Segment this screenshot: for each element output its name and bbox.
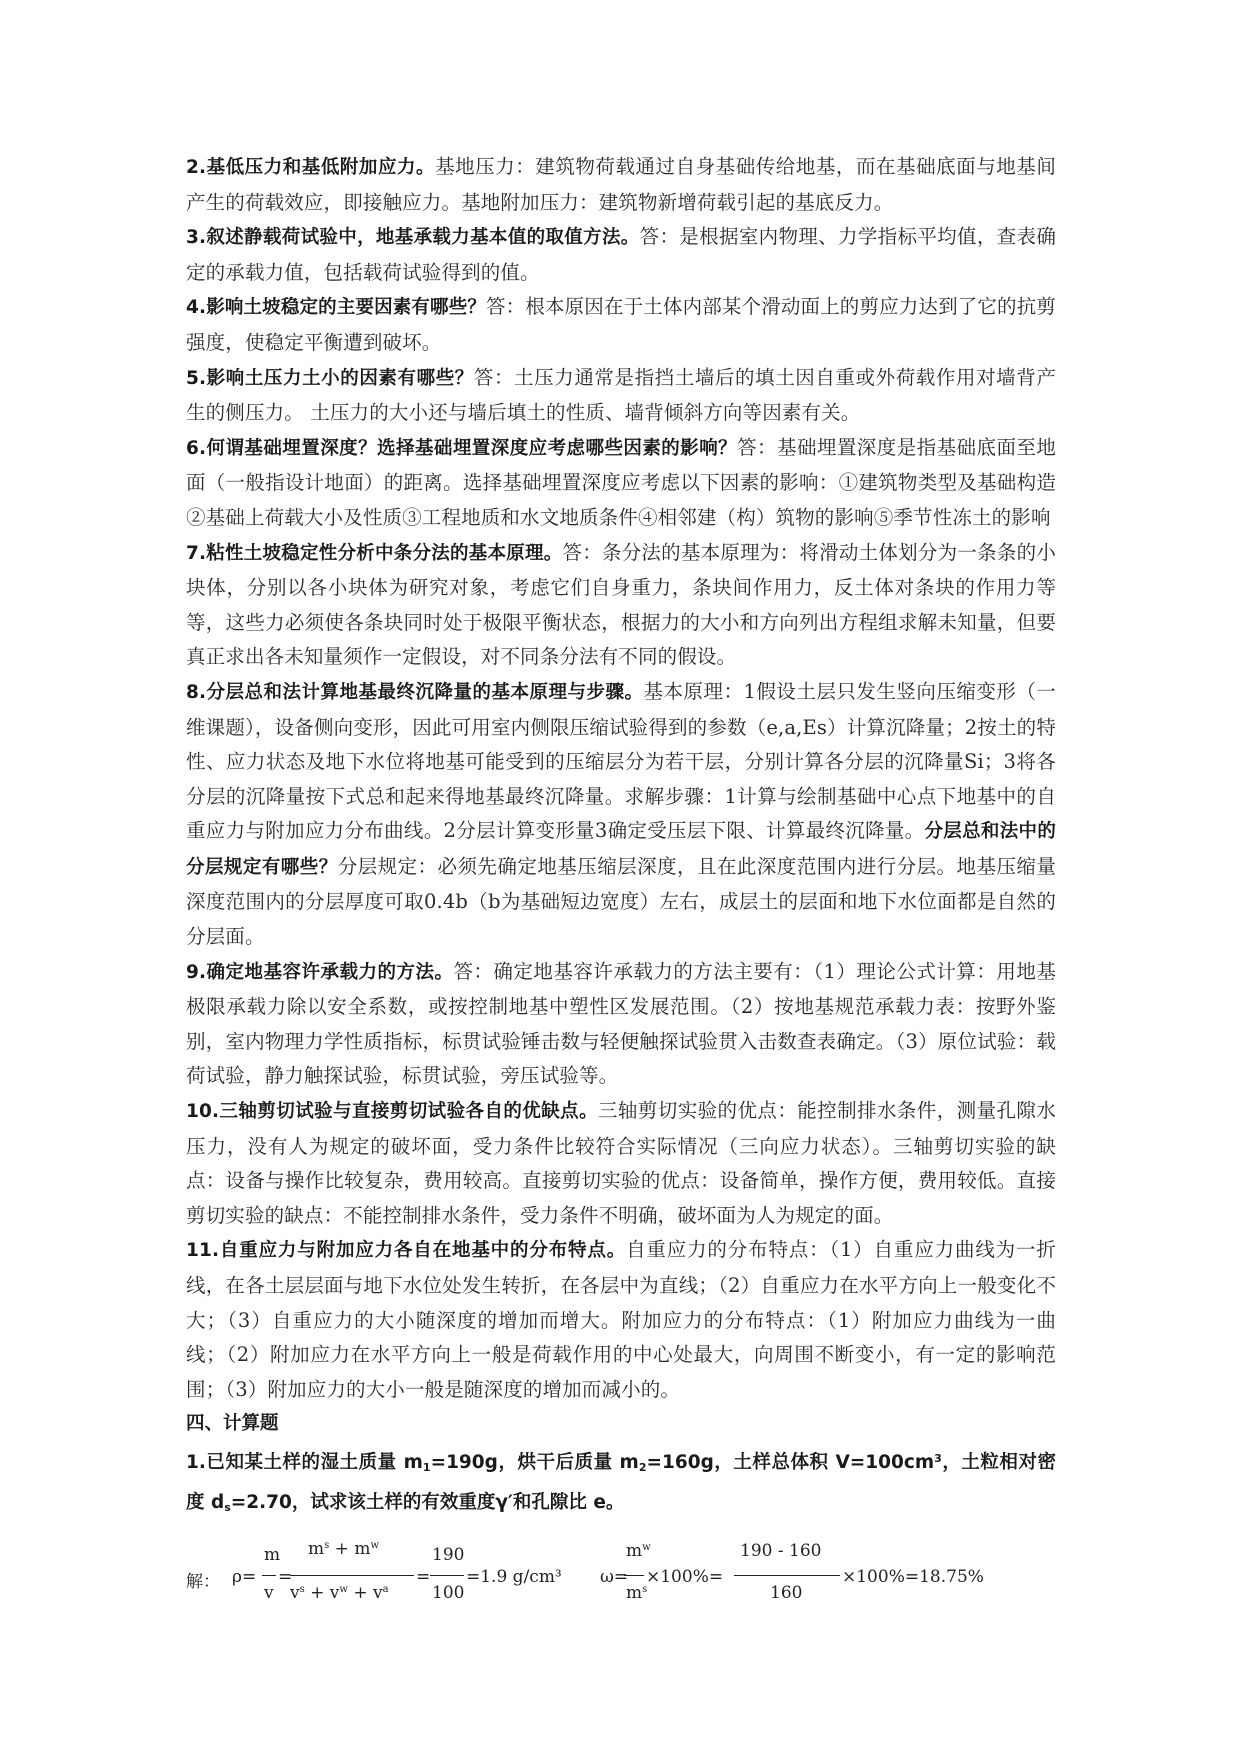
subscript: 1 [422,1460,431,1474]
sup-w: w [370,1539,379,1551]
qa-item-8 [186,675,1056,955]
numerator [308,1539,379,1559]
denominator [626,1583,647,1603]
den-v: v [290,1583,300,1604]
question: 7.粘性土坡稳定性分析中条分法的基本原理。 [186,542,563,564]
fraction-line [430,1575,464,1576]
den-m: m [626,1583,643,1604]
question: 2.基低压力和基低附加应力。 [186,157,436,178]
omega-symbol: ω= [600,1567,629,1588]
section-title: 四、计算题 [186,1413,279,1435]
problem-text: ，土粒相对密度 d [186,1451,1056,1513]
sup-s: s [299,1583,305,1595]
fraction-line [262,1575,276,1576]
qa-item-9 [186,955,1056,1094]
solution-label: 解： [186,1572,220,1593]
result: ×100%=18.75% [842,1567,984,1588]
qa-item-7 [186,536,1056,675]
numerator: 190 [432,1545,465,1566]
answer: 答：土压力通常是指挡土墙后的填土因自重或外荷载作用对墙背产生的侧压力。 土压力的大小还与墙后填土的性质、墙背倾斜方向等因素有关。 [186,365,1056,425]
superscript: 3 [934,1451,942,1465]
answer: 答：确定地基容许承载力的方法主要有：（1）理论公式计算：用地基极限承载力除以安全系数，或按控制地基中塑性区发展范围。（2）按地基规范承载力表：按野外鉴别，室内物理力学性质指标，标贯试验锤击数与轻便触探试验贯入击数查表确定。（3）原位试验：载荷试验，静力触探试验，标贯试验，旁压试验等。 [186,959,1056,1088]
question: 4.影响土坡稳定的主要因素有哪些？ [186,297,487,319]
answer: 答：是根据室内物理、力学指标平均值，查表确定的承载力值，包括载荷试验得到的值。 [186,225,1056,284]
question-sub: 分层总和法中的分层规定有哪些？ [186,821,1056,878]
subscript: s [224,1500,231,1514]
num-plus: + m [329,1539,371,1560]
result: =1.9 g/cm³ [466,1567,562,1588]
fraction-line [290,1575,414,1576]
problem-text: =160g，土样总体积 V=100cm [646,1451,935,1473]
answer: 三轴剪切实验的优点：能控制排水条件，测量孔隙水压力，没有人为规定的破坏面，受力条件比较符合实际情况（三向应力状态）。三轴剪切实验的缺点：设备与操作比较复杂，费用较高。直接剪切实验的优点：设备简单，操作方便，费用较低。直接剪切实验的缺点：不能控制排水条件，受力条件不明确，破坏面为人为规定的面。 [186,1099,1056,1227]
problem-text: 1.已知某土样的湿土质量 m [186,1451,423,1473]
question: 9.确定地基容许承载力的方法。 [186,961,454,983]
question: 5.影响土压力土小的因素有哪些？ [186,367,474,389]
answer-sub: 分层规定：必须先确定地基压缩层深度，且在此深度范围内进行分层。地基压缩量深度范围内的分层厚度可取0.4b（b为基础短边宽度）左右，成层土的层面和地下水位面都是自然的分层面。 [186,854,1057,949]
equals: = [278,1567,293,1588]
num-m: m [308,1539,325,1560]
sup-s: s [642,1583,648,1595]
question: 6.何谓基础埋置深度？选择基础埋置深度应考虑哪些因素的影响？ [186,437,738,459]
numerator: 190 - 160 [740,1541,822,1562]
sup-w: w [339,1583,348,1595]
qa-item-4 [186,290,1056,360]
subscript: 2 [638,1460,647,1474]
sup-a: a [382,1583,389,1595]
qa-item-3 [186,220,1056,290]
qa-item-2 [186,150,1056,220]
question: 8.分层总和法计算地基最终沉降量的基本原理与步骤。 [186,681,644,703]
question: 3.叙述静载荷试验中，地基承载力基本值的取值方法。 [186,227,640,249]
equals: = [416,1567,431,1588]
answer: 答：根本原因在于土体内部某个滑动面上的剪应力达到了它的抗剪强度，使稳定平衡遭到破坏。 [186,295,1057,354]
qa-item-10 [186,1094,1056,1233]
denominator: 160 [770,1583,803,1604]
qa-item-6 [186,431,1056,536]
problem-text: =190g，烘干后质量 m [430,1451,639,1473]
document-body [186,150,1056,1611]
denominator: 100 [432,1583,465,1604]
answer: 自重应力的分布特点：（1）自重应力曲线为一折线，在各土层层面与地下水位处发生转折，在各层中为直线；（2）自重应力在水平方向上一般变化不大；（3）自重应力的大小随深度的增加而增大。附加应力的分布特点：（1）附加应力曲线为一曲线；（2）附加应力在水平方向上一般是荷载作用的中心处最大，向周围不断变小，有一定的影响范围；（3）附加应力的大小一般是随深度的增加而减小的。 [186,1238,1057,1401]
numerator [626,1541,651,1561]
qa-item-11 [186,1233,1056,1407]
answer: 基地压力：建筑物荷载通过自身基础传给地基，而在基础底面与地基间产生的荷载效应，即接触应力。基地附加压力：建筑物新增荷载引起的基底反力。 [186,155,1056,214]
calc-problem-1 [186,1442,1056,1525]
times-100: ×100%= [646,1567,724,1588]
frac-v: v [264,1583,274,1604]
question: 11.自重应力与附加应力各自在地基中的分布特点。 [186,1240,627,1262]
denominator [290,1583,389,1603]
answer: 答：基础埋置深度是指基础底面至地面（一般指设计地面）的距离。选择基础埋置深度应考虑以下因素的影响：①建筑物类型及基础构造②基础上荷载大小及性质③工程地质和水文地质条件④相邻建（构）筑物的影响⑤季节性冻土的影响 [186,435,1057,529]
answer: 基本原理：1假设土层只发生竖向压缩变形（一维课题），设备侧向变形，因此可用室内侧限压缩试验得到的参数（e,a,Es）计算沉降量；2按土的特性、应力状态及地下水位将地基可能受到的压缩层分为若干层，分别计算各分层的沉降量Si；3将各分层的沉降量按下式总和起来得地基最终沉降量。求解步骤：1计算与绘制基础中心点下地基中的自重应力与附加应力分布曲线。2分层计算变形量3确定受压层下限、计算最终沉降量。 [186,679,1057,843]
answer: 答：条分法的基本原理为：将滑动土体划分为一条条的小块体，分别以各小块体为研究对象，考虑它们自身重力，条块间作用力，反土体对条块的作用力等等，这些力必须使各条块同时处于极限平衡状态，根据力的大小和方向列出方程组求解未知量，但要真正求出各未知量须作一定假设，对不同条分法有不同的假设。 [186,540,1056,669]
question: 10.三轴剪切试验与直接剪切试验各自的优缺点。 [186,1101,598,1123]
den-plus: + v [304,1583,340,1604]
qa-item-5 [186,361,1056,431]
fraction-line [734,1575,840,1576]
rho-symbol: ρ= [232,1567,257,1588]
sup-s: s [324,1539,330,1551]
solution-formula [186,1531,1056,1611]
frac-m: m [264,1545,281,1566]
sup-w: w [642,1541,651,1553]
num-m: m [626,1541,643,1562]
den-plus: + v [347,1583,383,1604]
problem-text: =2.70，试求该土样的有效重度γ′和孔隙比 e。 [230,1491,625,1513]
fraction-line [624,1575,644,1576]
